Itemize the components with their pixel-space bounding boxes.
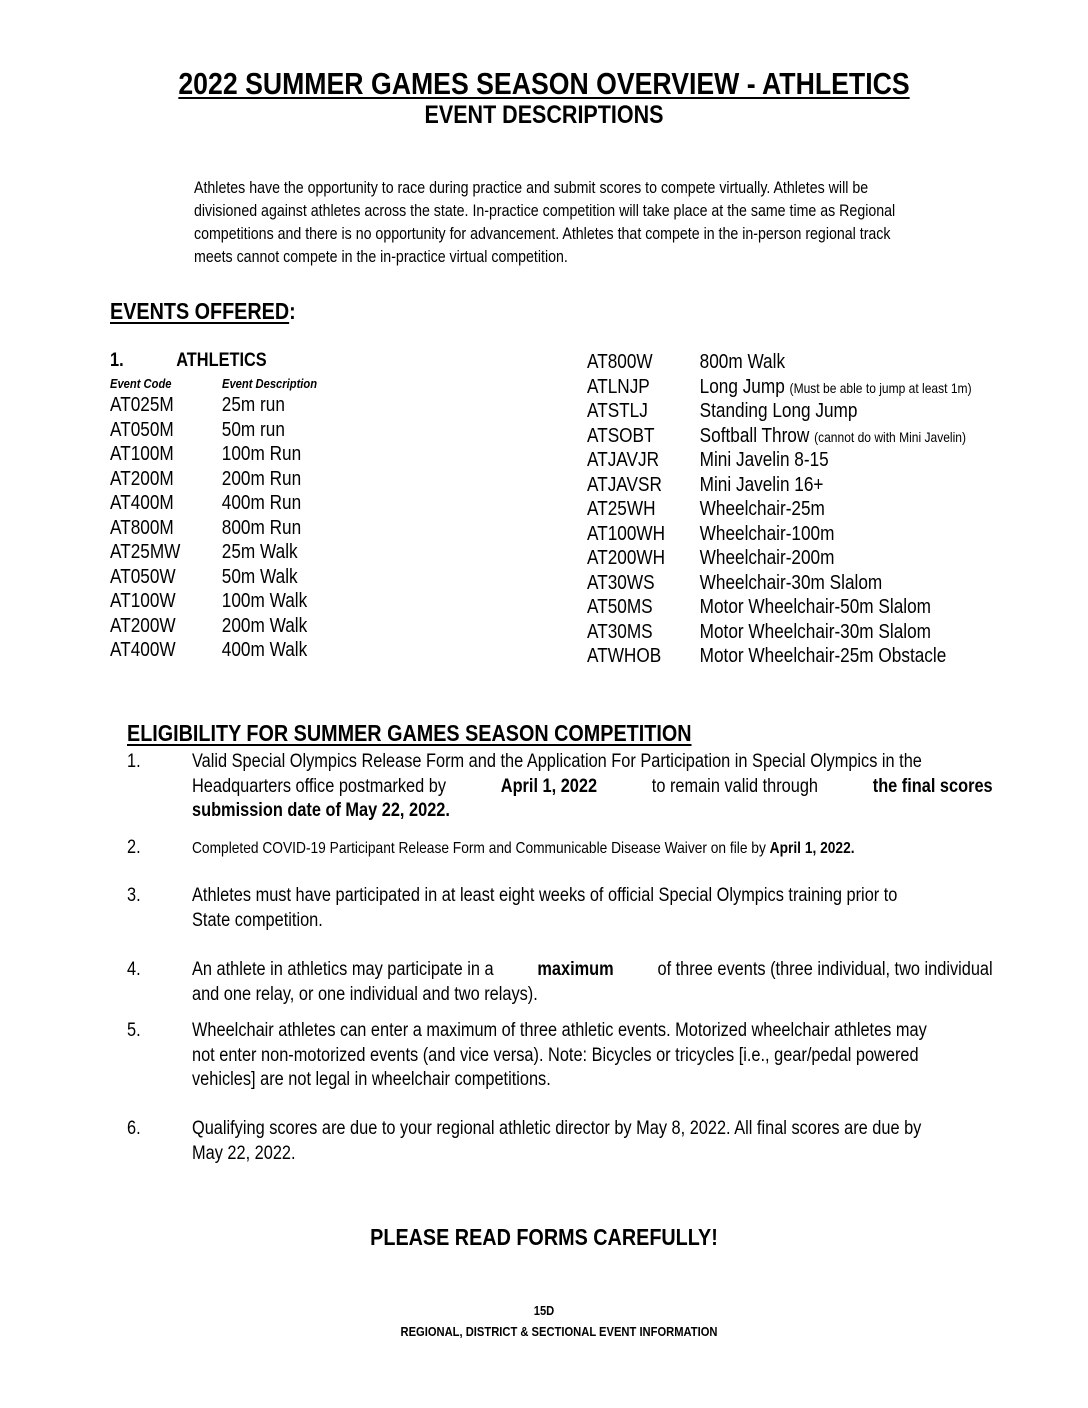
events-list-right: [587, 350, 1034, 669]
item-line-text: Headquarters office postmarked by: [192, 775, 447, 797]
page-number: 15D: [533, 1303, 555, 1318]
intro-paragraph: [194, 177, 994, 269]
closing-notice: PLEASE READ FORMS CAREFULLY!: [370, 1224, 718, 1250]
item-line: [192, 775, 993, 800]
event-code: ATJAVJR: [587, 449, 659, 471]
event-row: [587, 424, 972, 449]
event-code: AT050W: [110, 565, 176, 588]
event-description: Wheelchair-200m: [699, 547, 835, 569]
event-row: [587, 620, 972, 645]
event-code: AT30MS: [587, 620, 653, 643]
event-row: [110, 638, 307, 663]
item-line: [192, 1117, 993, 1142]
event-code: ATSTLJ: [587, 400, 648, 422]
item-date-bold: submission date of May 22, 2022.: [192, 800, 450, 821]
event-description: Long Jump: [699, 375, 785, 398]
event-description: 400m Walk: [221, 639, 308, 661]
event-code: AT200M: [110, 467, 174, 490]
intro-line: divisioned against athletes across the state. In-practice competition will take place at the same time as Regional: [194, 202, 896, 220]
category-name: ATHLETICS: [176, 350, 267, 371]
event-description: Motor Wheelchair-25m Obstacle: [699, 645, 947, 667]
event-code: AT100W: [110, 590, 176, 612]
event-description: 100m Walk: [221, 590, 308, 612]
item-line: [192, 958, 993, 983]
item-number: 3.: [127, 885, 141, 906]
item-line-text: not enter non-motorized events (and vice versa). Note: Bicycles or tricycles [i.e., gear/pedal powered: [192, 1044, 919, 1066]
item-text: [192, 750, 993, 824]
event-description: 50m run: [221, 418, 285, 441]
event-row: [110, 442, 307, 467]
page-subtitle: EVENT DESCRIPTIONS: [424, 101, 664, 129]
item-text: [192, 884, 993, 933]
event-row: [587, 448, 972, 473]
item-line: vehicles] are not legal in wheelchair competitions.: [192, 1069, 551, 1090]
event-description: 400m Run: [221, 492, 302, 514]
events-offered-heading-text: EVENTS OFFERED: [110, 298, 290, 324]
event-row: [110, 516, 307, 541]
events-offered-heading: [110, 298, 296, 325]
category-heading: [110, 350, 267, 372]
intro-line: meets cannot compete in the in-practice virtual competition.: [194, 248, 568, 266]
event-code: AT200WH: [587, 547, 666, 569]
item-number: 4.: [127, 959, 141, 980]
event-code: AT400M: [110, 492, 174, 514]
item-text: [192, 1019, 993, 1093]
item-line-text: Valid Special Olympics Release Form and the Application For Participation in Special Olympics in the: [192, 751, 922, 772]
event-description: 800m Walk: [699, 351, 786, 373]
item-number: 1.: [127, 751, 141, 772]
item-line: [192, 1019, 993, 1044]
event-row: [110, 467, 307, 492]
event-row: [587, 399, 972, 424]
item-date-bold: the final scores: [872, 775, 993, 797]
events-list-left: [110, 393, 339, 663]
item-line-text: Qualifying scores are due to your regional athletic director by May 8, 2022. All final scores are due by: [192, 1118, 922, 1139]
event-code: ATLNJP: [587, 375, 650, 398]
event-row: [587, 546, 972, 571]
event-row: [587, 473, 972, 498]
event-code: ATSOBT: [587, 424, 655, 447]
item-text: [192, 1117, 993, 1166]
footer-label: REGIONAL, DISTRICT & SECTIONAL EVENT INFORMATION: [400, 1324, 718, 1339]
item-number: 6.: [127, 1118, 141, 1139]
event-description: Mini Javelin 8-15: [699, 449, 829, 471]
item-line-text: to remain valid through: [651, 775, 819, 797]
event-row: [110, 565, 307, 590]
page-title: 2022 SUMMER GAMES SEASON OVERVIEW - ATHLETICS: [178, 66, 910, 101]
item-number: 2.: [127, 837, 141, 858]
event-description: Wheelchair-100m: [699, 522, 835, 545]
item-line: State competition.: [192, 909, 323, 931]
event-code: AT025M: [110, 394, 174, 416]
event-row: [110, 589, 307, 614]
event-description: 50m Walk: [221, 565, 298, 588]
events-offered-heading-colon: :: [289, 298, 296, 324]
item-text: [192, 837, 993, 862]
event-code: AT800W: [587, 351, 653, 373]
event-row: [110, 614, 307, 639]
event-code: AT800M: [110, 516, 174, 539]
event-description: Mini Javelin 16+: [699, 473, 824, 496]
event-code-column-header: Event Code: [110, 376, 172, 391]
event-row: [110, 393, 307, 418]
event-code: AT050M: [110, 418, 174, 441]
item-line-text: Athletes must have participated in at least eight weeks of official Special Olympics training prior to: [192, 885, 898, 906]
intro-line: Athletes have the opportunity to race during practice and submit scores to compete virtually. Athletes will be: [194, 179, 869, 197]
item-line: [192, 884, 993, 909]
event-row: [110, 418, 307, 443]
event-description: 200m Run: [221, 467, 302, 490]
event-code: AT200W: [110, 614, 176, 637]
event-description-column-header: Event Description: [222, 376, 318, 391]
event-description: Motor Wheelchair-30m Slalom: [699, 620, 931, 643]
event-row: [587, 571, 972, 596]
event-description: 800m Run: [221, 516, 302, 539]
event-row: [110, 491, 307, 516]
event-code: AT25MW: [110, 541, 181, 563]
item-line: [192, 837, 881, 862]
event-description: 200m Walk: [221, 614, 308, 637]
event-code: AT100M: [110, 443, 174, 465]
item-line-text: Completed COVID-19 Participant Release Form and Communicable Disease Waiver on file by: [192, 840, 766, 857]
item-date-bold: April 1, 2022.: [769, 840, 855, 857]
event-row: [110, 540, 307, 565]
event-description: 25m Walk: [221, 541, 298, 563]
event-note: (Must be able to jump at least 1m): [789, 379, 972, 396]
item-line-text: of three events (three individual, two individual: [657, 959, 993, 980]
item-bold-word: maximum: [537, 959, 614, 980]
event-code: AT100WH: [587, 522, 666, 545]
item-line: May 22, 2022.: [192, 1142, 296, 1164]
event-description: Softball Throw: [699, 424, 810, 447]
item-line: and one relay, or one individual and two relays).: [192, 983, 538, 1005]
item-text: [192, 958, 993, 1007]
event-code: AT400W: [110, 639, 176, 661]
category-number: 1.: [110, 350, 124, 371]
item-line: [192, 1044, 993, 1069]
event-code: AT25WH: [587, 498, 656, 520]
item-line-text: An athlete in athletics may participate in a: [192, 959, 494, 980]
eligibility-heading: ELIGIBILITY FOR SUMMER GAMES SEASON COMPETITION: [127, 720, 692, 746]
item-line: [192, 750, 993, 775]
event-row: [587, 595, 972, 620]
event-description: 100m Run: [221, 443, 302, 465]
event-description: Motor Wheelchair-50m Slalom: [699, 596, 931, 618]
event-description: Wheelchair-30m Slalom: [699, 571, 883, 594]
item-line: [192, 799, 881, 824]
event-description: Wheelchair-25m: [699, 498, 825, 520]
item-line-text: Wheelchair athletes can enter a maximum of three athletic events. Motorized wheelchair athletes may: [192, 1020, 927, 1041]
item-date-bold: April 1, 2022: [500, 775, 598, 797]
event-note: (cannot do with Mini Javelin): [814, 428, 966, 445]
event-code: ATWHOB: [587, 645, 662, 667]
item-number: 5.: [127, 1020, 141, 1041]
event-code: AT50MS: [587, 596, 653, 618]
event-row: [587, 497, 972, 522]
event-code: AT30WS: [587, 571, 655, 594]
event-row: [587, 644, 972, 669]
intro-line: competitions and there is no opportunity for advancement. Athletes that compete in the in-person regional track: [194, 225, 891, 243]
event-code: ATJAVSR: [587, 473, 662, 496]
event-row: [587, 350, 972, 375]
event-row: [587, 522, 972, 547]
event-description: 25m run: [221, 394, 285, 416]
event-row: [587, 375, 972, 400]
event-description: Standing Long Jump: [699, 400, 858, 422]
